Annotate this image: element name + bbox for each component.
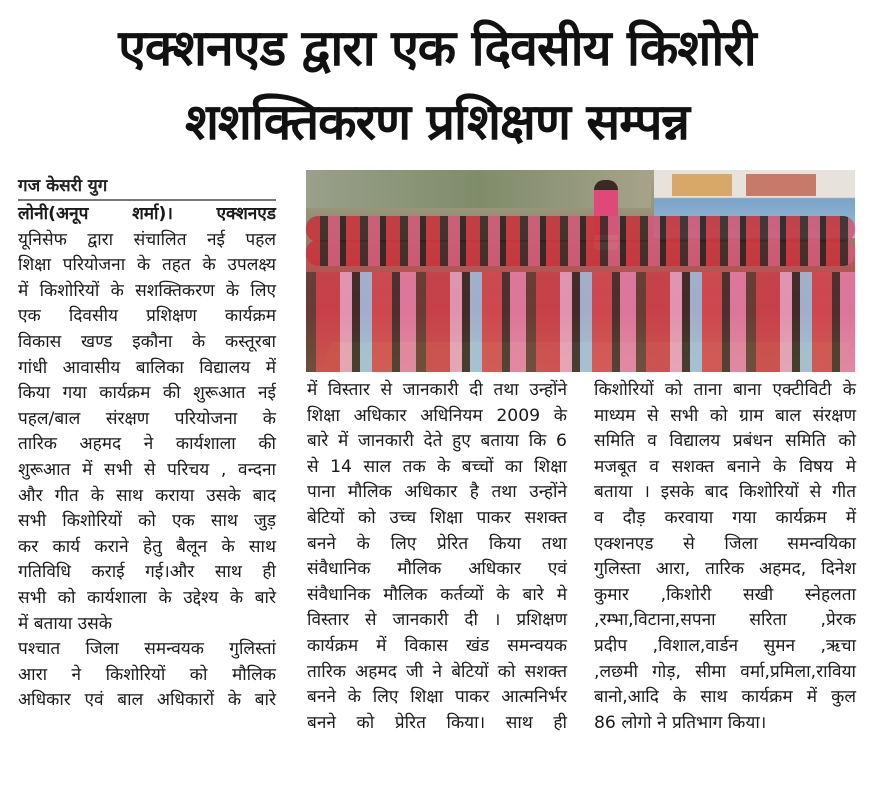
text-line: विकास खण्ड इकौना के कस्तूरबा [18,331,276,352]
text-line: समिति व विद्यालय प्रबंधन समिति को [594,431,856,452]
text-line: बताया । इसके बाद किशोरियों से गीत [594,482,856,503]
text-line: एक्शनएड से जिला समन्वयिका [594,533,856,554]
text-line: बारे में जानकारी देते हुए बताया कि 6 [307,431,567,452]
text-line: बानो,आदि के साथ कार्यक्रम में कुल [594,687,856,708]
text-line: से 14 साल तक के बच्चों का शिक्षा [307,456,567,477]
text-line: शिक्षा अधिकार अधिनियम 2009 के [307,405,567,426]
article-column-1 [18,174,276,714]
text-line: एक दिवसीय प्रशिक्षण कार्यक्रम [18,306,276,327]
text-line: शुरूआत में सभी से परिचय , वन्दना [18,459,276,480]
text-line: संवैधानिक मौलिक अधिकार एवं [307,559,567,580]
text-line: में किशोरियों के सशक्तिकरण के लिए [18,280,276,301]
article-column-3 [594,378,856,736]
text-line: ,रम्भा,विटाना,सपना सरिता ,प्रेरक [594,610,856,631]
text-line: लोनी(अनूप शर्मा)। एक्शनएड [18,204,276,224]
text-line: बेटियों को उच्च शिक्षा पाकर सशक्त [307,507,567,528]
text-line: अधिकार एवं बाल अधिकारों के बारे [18,690,276,711]
article-column-2 [307,378,567,736]
text-line: बनने को प्रेरित किया। साथ ही [307,712,567,733]
headline-line-1: एक्शनएड द्वारा एक दिवसीय किशोरी [118,19,756,77]
divider-rule [18,199,276,201]
article-photo [306,170,855,372]
text-line: 86 लोगो ने प्रतिभाग किया। [594,712,767,733]
newspaper-name: गज केसरी युग [18,176,108,196]
text-line: तारिक अहमद ने कार्यशाला की [18,434,276,455]
text-line: संवैधानिक मौलिक कर्तव्यों के बारे मे [307,584,567,605]
text-line: कुमार ,किशोरी सखी स्नेहलता [594,584,856,605]
text-line: विस्तार से जानकारी दी । प्रशिक्षण [307,610,567,631]
photo-crowd-middle [306,240,855,266]
text-line: मजबूत व सशक्त बनाने के विषय मे [594,456,856,477]
text-line: गांधी आवासीय बालिका विद्यालय में [18,357,276,378]
text-line: व दौड़ करवाया गया कार्यक्रम में [594,507,856,528]
text-line: पहल/बाल संरक्षण परियोजना के [18,408,276,429]
text-line: में बताया उसके [18,613,112,634]
text-line: कार्यक्रम में विकास खंड समन्वयक [307,635,567,656]
text-line: पश्चात जिला समन्वयक गुलिस्तां [18,639,276,660]
text-line: पाना मौलिक अधिकार है तथा उन्होंने [307,482,567,503]
text-line: बनने के लिए प्रेरित किया तथा [307,533,567,554]
text-line: कर कार्य कराने हेतु बैलून के साथ [18,536,276,557]
photo-wall-poster [746,174,816,196]
text-line: आरा ने किशोरियों को मौलिक [18,664,276,685]
text-line: ,लछमी गोड़, सीमा वर्मा,प्रमिला,राविया [594,661,856,682]
text-line: सभी किशोरियों को एक साथ जुड़ [18,511,276,532]
text-line: यूनिसेफ द्वारा संचालित नई पहल [18,229,276,250]
text-line: गतिविधि कराई गई।और साथ ही [18,562,276,583]
text-line: किया गया कार्यक्रम की शुरूआत नई [18,383,276,404]
text-line: प्रदीप ,विशाल,वार्डन सुमन ,ऋचा [594,635,856,656]
photo-wall-poster [672,174,732,196]
photo-crowd-front [306,272,855,372]
text-line: और गीत के साथ कराया उसके बाद [18,485,276,506]
text-line: माध्यम से सभी को ग्राम बाल संरक्षण [594,405,856,426]
photo-crowd-back [306,216,855,242]
text-line: तारिक अहमद जी ने बेटियों को सशक्त [307,661,567,682]
text-line: सभी को कार्यशाला के उद्देश्य के बारे [18,587,276,608]
text-line: गुलिस्ता आरा, तारिक अहमद, दिनेश [594,559,856,580]
headline-line-2: शशक्तिकरण प्रशिक्षण सम्पन्न [184,93,690,151]
text-line: बनने के लिए शिक्षा पाकर आत्मनिर्भर [307,687,567,708]
text-line: में विस्तार से जानकारी दी तथा उन्होंने [307,380,567,400]
text-line: किशोरियों को ताना बाना एक्टीविटी के [594,380,856,400]
text-line: शिक्षा परियोजना के तहत के उपलक्ष्य [18,255,276,276]
